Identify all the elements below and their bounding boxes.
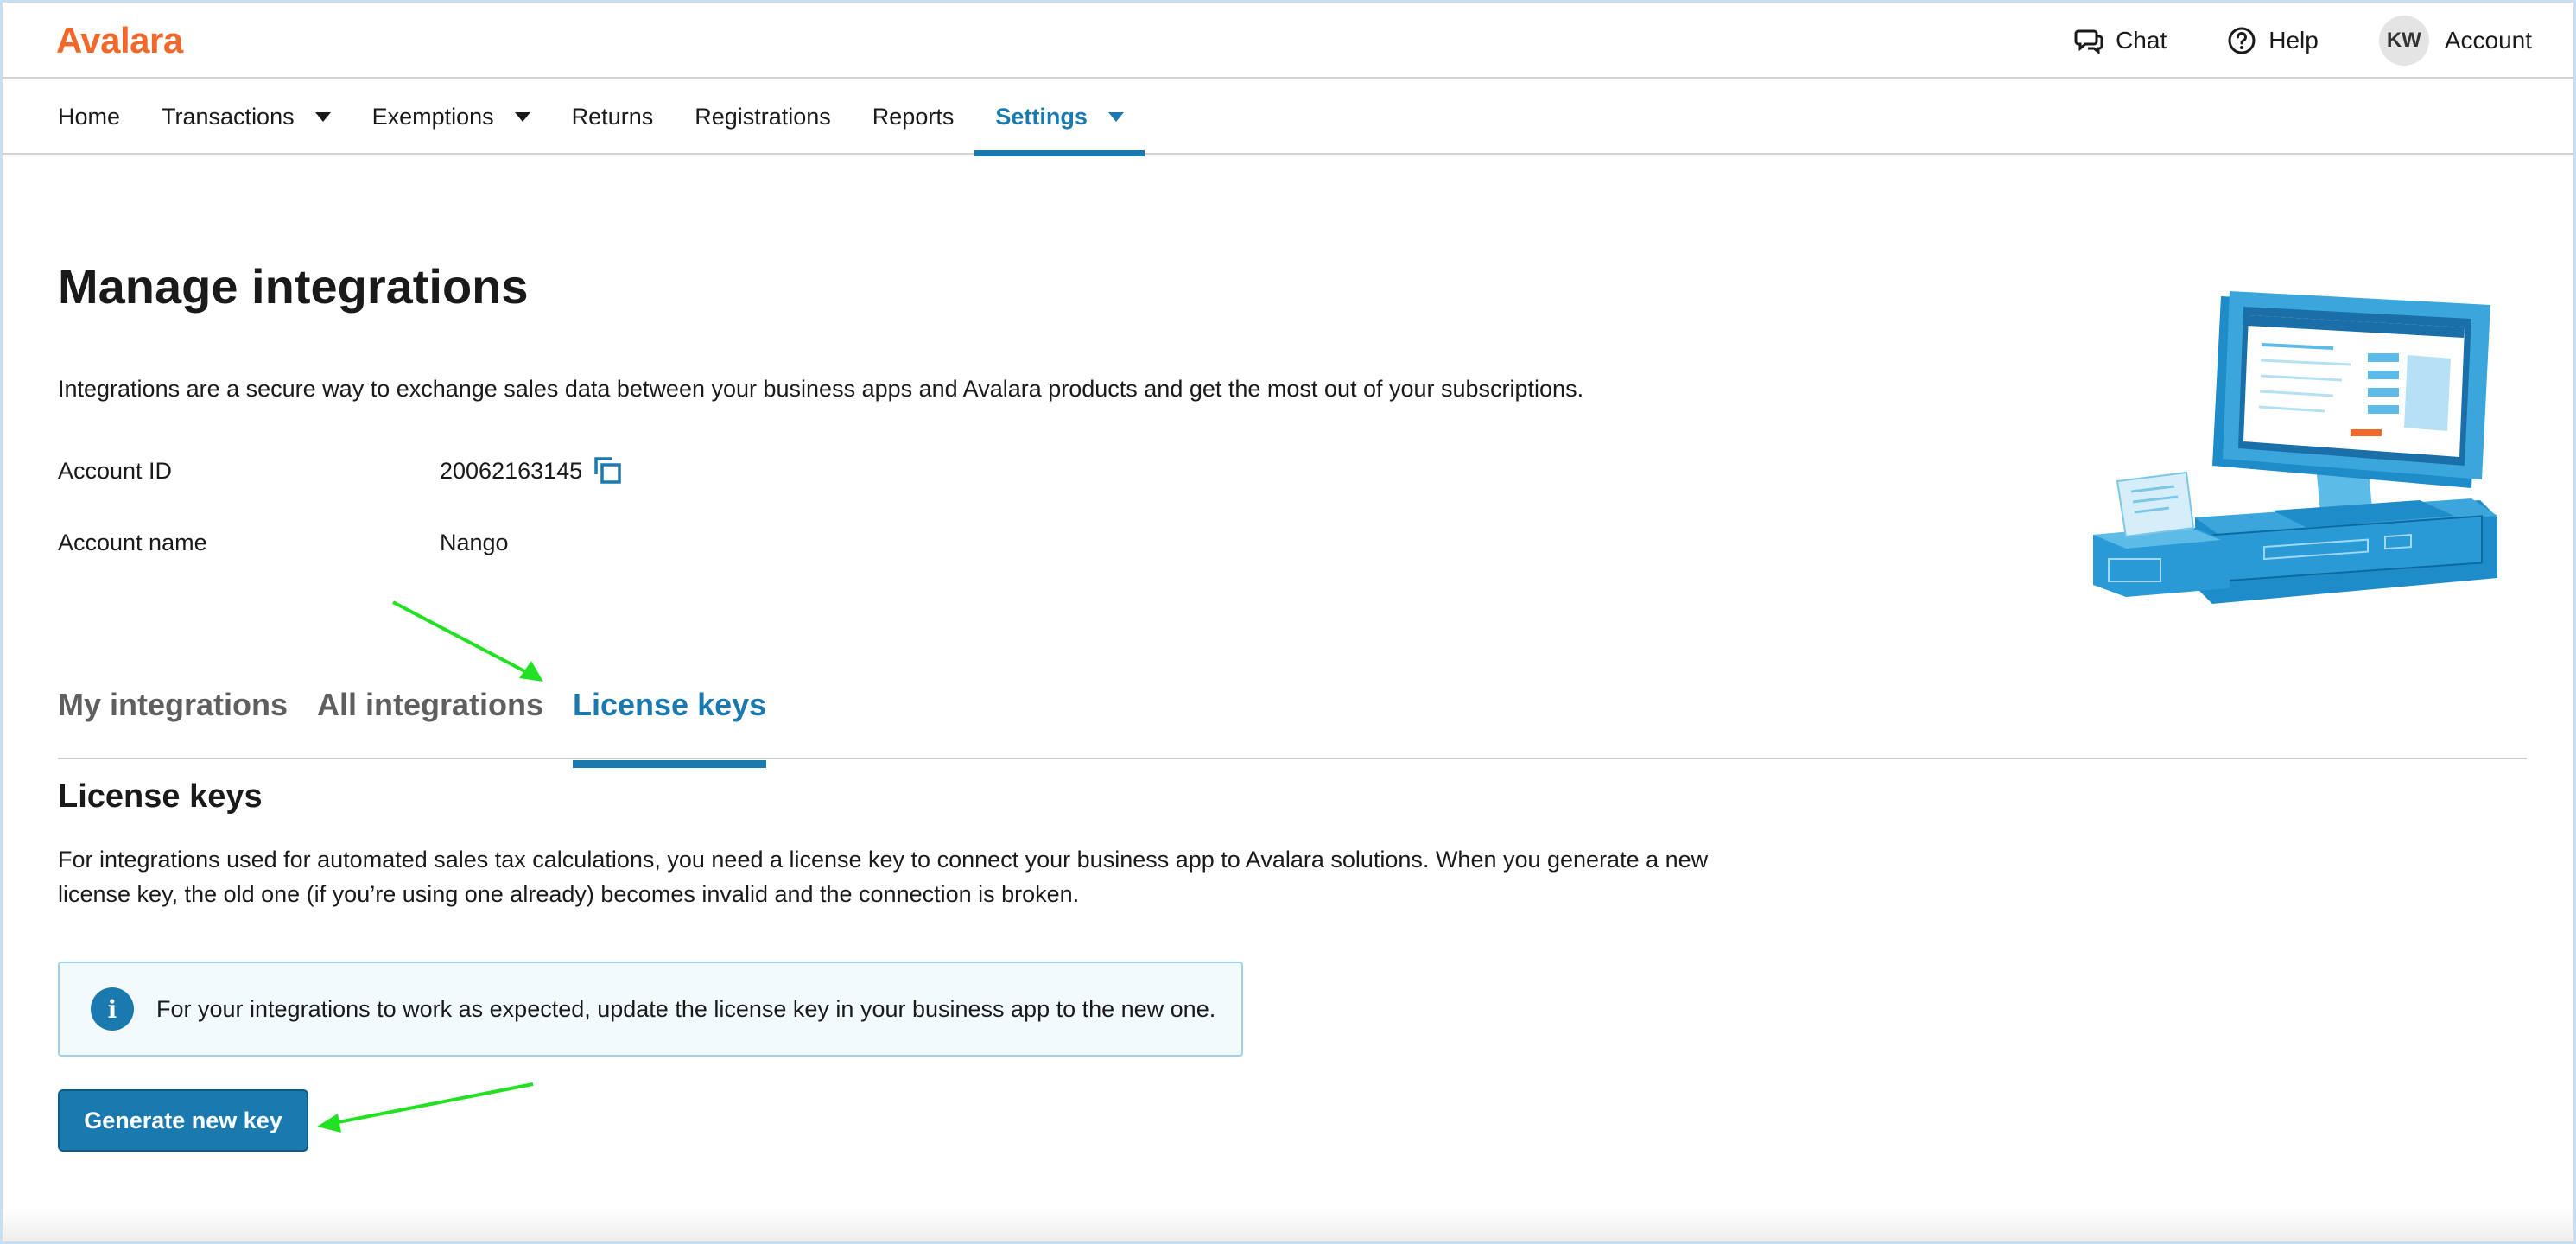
avalara-logo[interactable] [56,20,183,61]
generate-new-key-button[interactable]: Generate new key [58,1089,308,1152]
section-description: For integrations used for automated sales tax calculations, you need a license key to connect your business app to Avalara solutions. When you generate a new license key, the old one (if you’re using one already) becomes invalid and the connection is broken. [58,847,1709,907]
page-title: Manage integrations [58,259,529,314]
nav-item-label: Registrations [695,103,831,130]
annotation-arrow-icon [310,1077,543,1138]
nav-item-transactions[interactable] [141,79,352,155]
tab-all-integrations[interactable]: All integrations [317,687,544,722]
nav-item-label: Reports [872,103,955,130]
nav-item-registrations[interactable] [674,79,852,155]
section-title: License keys [58,778,263,815]
info-icon: i [91,987,134,1031]
account-id-value: 20062163145 [440,457,583,484]
chat-icon [2074,26,2103,55]
tab-my-integrations[interactable]: My integrations [58,687,289,722]
account-name-row [58,530,509,556]
copy-icon[interactable] [593,455,624,486]
chat-label: Chat [2116,27,2167,54]
nav-item-returns[interactable] [551,79,675,155]
account-name-label: Account name [58,530,207,555]
top-bar [3,3,2573,79]
top-actions [2074,16,2532,65]
info-notice [58,962,1243,1057]
caret-down-icon [515,112,530,122]
bottom-edge-shadow [3,1207,2573,1241]
nav-item-label: Exemptions [371,103,494,130]
nav-item-exemptions[interactable] [352,79,551,155]
annotation-arrow-icon [383,595,555,690]
chat-button[interactable] [2074,26,2167,55]
avatar: KW [2379,16,2429,66]
account-label: Account [2444,27,2532,54]
account-name-value: Nango [440,530,509,555]
nav-item-label: Returns [571,103,654,130]
page-intro: Integrations are a secure way to exchange sales data between your business apps and Avalara products and get the most out of your subscriptions. [58,376,1584,402]
logo-text: Avalara [56,20,183,60]
account-id-label: Account ID [58,457,173,484]
pos-terminal-illustration [2091,284,2503,612]
main-nav [3,79,2573,155]
nav-item-reports[interactable] [852,79,975,155]
notice-text: For your integrations to work as expected, update the license key in your business app to the new one. [156,995,1216,1022]
help-label: Help [2268,27,2319,54]
tab-license-keys[interactable]: License keys [573,687,766,740]
caret-down-icon [1108,112,1124,122]
help-icon [2227,26,2256,55]
caret-down-icon [315,112,331,122]
nav-item-home[interactable] [37,79,141,155]
nav-item-settings[interactable] [974,79,1145,155]
help-button[interactable] [2227,26,2319,55]
nav-item-label: Settings [995,103,1088,130]
nav-item-label: Home [58,103,121,130]
account-id-row [58,455,624,486]
account-menu[interactable] [2379,16,2532,66]
nav-item-label: Transactions [162,103,295,130]
